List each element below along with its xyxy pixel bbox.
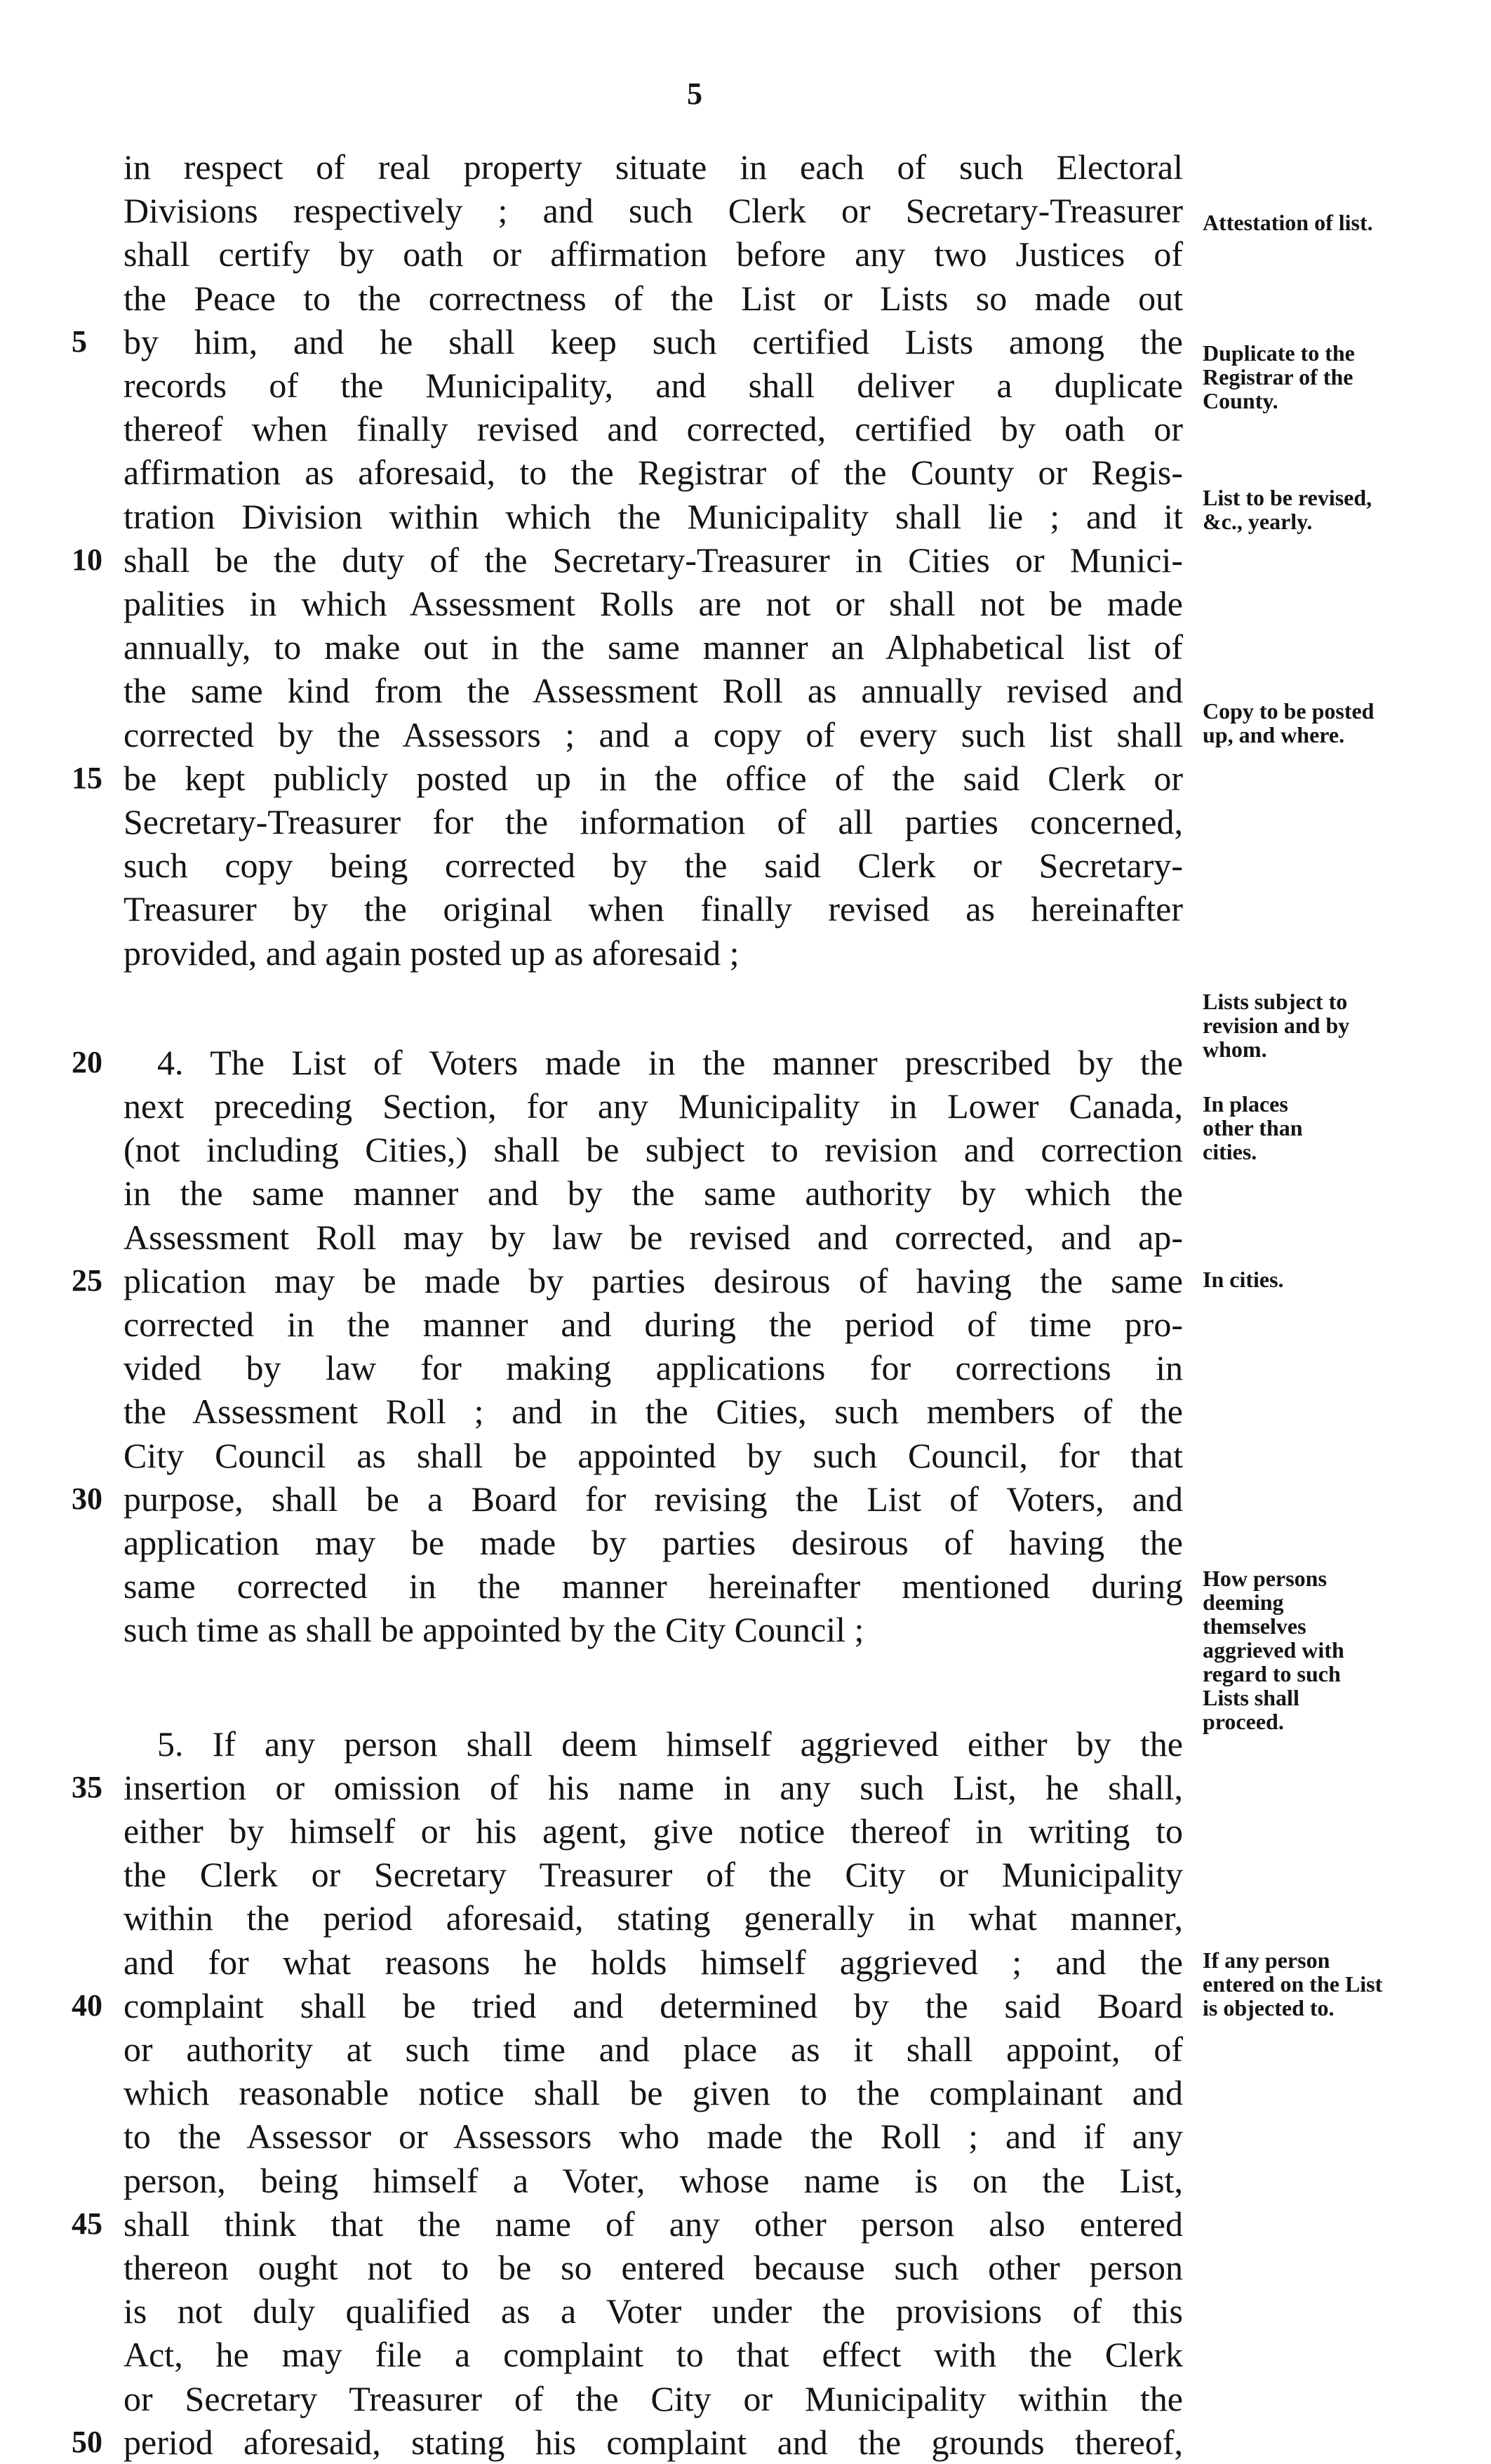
text-line: thereof when finally revised and corrected, certified by oath or	[123, 409, 1183, 449]
text-line: Treasurer by the original when finally revised as hereinafter	[123, 889, 1183, 929]
margin-note-other-than-cities	[1203, 1092, 1413, 1164]
line-number: 25	[72, 1263, 102, 1298]
margin-note-subject-to-revision	[1203, 990, 1413, 1061]
text-line: in respect of real property situate in each of such Electoral	[123, 147, 1183, 187]
margin-note-text: How persons deeming themselves aggrieved with regard to such Lists shall proceed.	[1203, 1566, 1344, 1734]
margin-note-objected	[1203, 1948, 1413, 2020]
text-line: the Clerk or Secretary Treasurer of the City or Municipality	[123, 1855, 1183, 1895]
text-line: purpose, shall be a Board for revising the List of Voters, and	[123, 1479, 1183, 1519]
margin-note-in-cities	[1203, 1267, 1413, 1291]
text-line: next preceding Section, for any Municipality in Lower Canada,	[123, 1086, 1183, 1126]
margin-note-attestation	[1203, 211, 1413, 234]
text-line: shall be the duty of the Secretary-Treasurer in Cities or Munici-	[123, 540, 1183, 580]
text-line: either by himself or his agent, give notice thereof in writing to	[123, 1811, 1183, 1851]
margin-note-revised-yearly	[1203, 486, 1413, 533]
text-line: or Secretary Treasurer of the City or Municipality within the	[123, 2378, 1183, 2418]
text-line: is not duly qualified as a Voter under the provisions of this	[123, 2291, 1183, 2331]
margin-note-text: If any person entered on the List is objected to.	[1203, 1947, 1383, 2020]
text-line: tration Division within which the Municipality shall lie ; and it	[123, 496, 1183, 536]
text-line: Divisions respectively ; and such Clerk or Secretary-Treasurer	[123, 191, 1183, 231]
line-number: 20	[72, 1044, 102, 1079]
text-line: Act, he may file a complaint to that effect with the Clerk	[123, 2335, 1183, 2375]
text-line: period aforesaid, stating his complaint and the grounds thereof,	[123, 2422, 1183, 2462]
margin-note-text: Attestation of list.	[1203, 210, 1373, 235]
line-number: 50	[72, 2424, 102, 2459]
margin-note-text: Duplicate to the Registrar of the County.	[1203, 340, 1355, 413]
margin-note-text: In places other than cities.	[1203, 1091, 1303, 1164]
text-line: shall think that the name of any other person also entered	[123, 2204, 1183, 2244]
text-line: (not including Cities,) shall be subject to revision and correction	[123, 1130, 1183, 1170]
line-number: 5	[72, 324, 87, 359]
line-number: 15	[72, 760, 102, 795]
line-number: 45	[72, 2206, 102, 2241]
line-number: 40	[72, 1987, 102, 2023]
page-number: 5	[687, 76, 702, 111]
text-line: insertion or omission of his name in any such List, he shall,	[123, 1767, 1183, 1807]
text-line: application may be made by parties desirous of having the	[123, 1523, 1183, 1562]
text-line: person, being himself a Voter, whose name is on the List,	[123, 2160, 1183, 2200]
text-line: in the same manner and by the same authority by which the	[123, 1173, 1183, 1213]
text-line: corrected in the manner and during the period of time pro-	[123, 1305, 1183, 1344]
text-line: thereon ought not to be so entered because such other person	[123, 2248, 1183, 2287]
line-number: 30	[72, 1481, 102, 1516]
text-line: which reasonable notice shall be given to the complainant and	[123, 2073, 1183, 2113]
text-line: or authority at such time and place as it shall appoint, of	[123, 2030, 1183, 2069]
text-line: provided, and again posted up as aforesaid ;	[123, 933, 740, 973]
margin-note-text: Copy to be posted up, and where.	[1203, 698, 1375, 747]
text-line: the same kind from the Assessment Roll as annually revised and	[123, 671, 1183, 711]
margin-note-duplicate	[1203, 341, 1413, 413]
line-number: 10	[72, 542, 102, 577]
text-line: City Council as shall be appointed by such Council, for that	[123, 1435, 1183, 1475]
margin-note-text: In cities.	[1203, 1267, 1284, 1292]
text-line: complaint shall be tried and determined by the said Board	[123, 1985, 1183, 2025]
text-line: vided by law for making applications for corrections in	[123, 1348, 1183, 1388]
text-line: Assessment Roll may by law be revised and corrected, and ap-	[123, 1217, 1183, 1257]
text-line: be kept publicly posted up in the office of the said Clerk or	[123, 758, 1183, 798]
margin-note-posted	[1203, 699, 1413, 747]
text-line: to the Assessor or Assessors who made the Roll ; and if any	[123, 2117, 1183, 2157]
text-line: annually, to make out in the same manner an Alphabetical list of	[123, 627, 1183, 667]
text-line: the Assessment Roll ; and in the Cities, such members of the	[123, 1392, 1183, 1432]
margin-note-aggrieved	[1203, 1566, 1413, 1733]
text-line: such copy being corrected by the said Clerk or Secretary-	[123, 846, 1183, 886]
text-line: palities in which Assessment Rolls are not or shall not be made	[123, 584, 1183, 623]
text-line: corrected by the Assessors ; and a copy of every such list shall	[123, 714, 1183, 754]
text-line: the Peace to the correctness of the List or Lists so made out	[123, 278, 1183, 318]
text-line: such time as shall be appointed by the City Council ;	[123, 1610, 864, 1650]
text-line: Secretary-Treasurer for the information of all parties concerned,	[123, 802, 1183, 841]
text-line: affirmation as aforesaid, to the Registrar of the County or Regis-	[123, 453, 1183, 493]
margin-note-text: List to be revised, &c., yearly.	[1203, 485, 1372, 534]
text-line: and for what reasons he holds himself aggrieved ; and the	[123, 1942, 1183, 1982]
text-line: records of the Municipality, and shall deliver a duplicate	[123, 366, 1183, 405]
line-number: 35	[72, 1769, 102, 1804]
text-line: 5. If any person shall deem himself aggrieved either by the	[157, 1724, 1183, 1764]
text-line: plication may be made by parties desirous of having the same	[123, 1260, 1183, 1300]
text-line: by him, and he shall keep such certified Lists among the	[123, 321, 1183, 361]
margin-note-text: Lists subject to revision and by whom.	[1203, 989, 1350, 1062]
text-line: shall certify by oath or affirmation before any two Justices of	[123, 234, 1183, 274]
text-line: within the period aforesaid, stating generally in what manner,	[123, 1898, 1183, 1938]
text-line: same corrected in the manner hereinafter mentioned during	[123, 1566, 1183, 1606]
text-line: 4. The List of Voters made in the manner prescribed by the	[157, 1042, 1183, 1082]
